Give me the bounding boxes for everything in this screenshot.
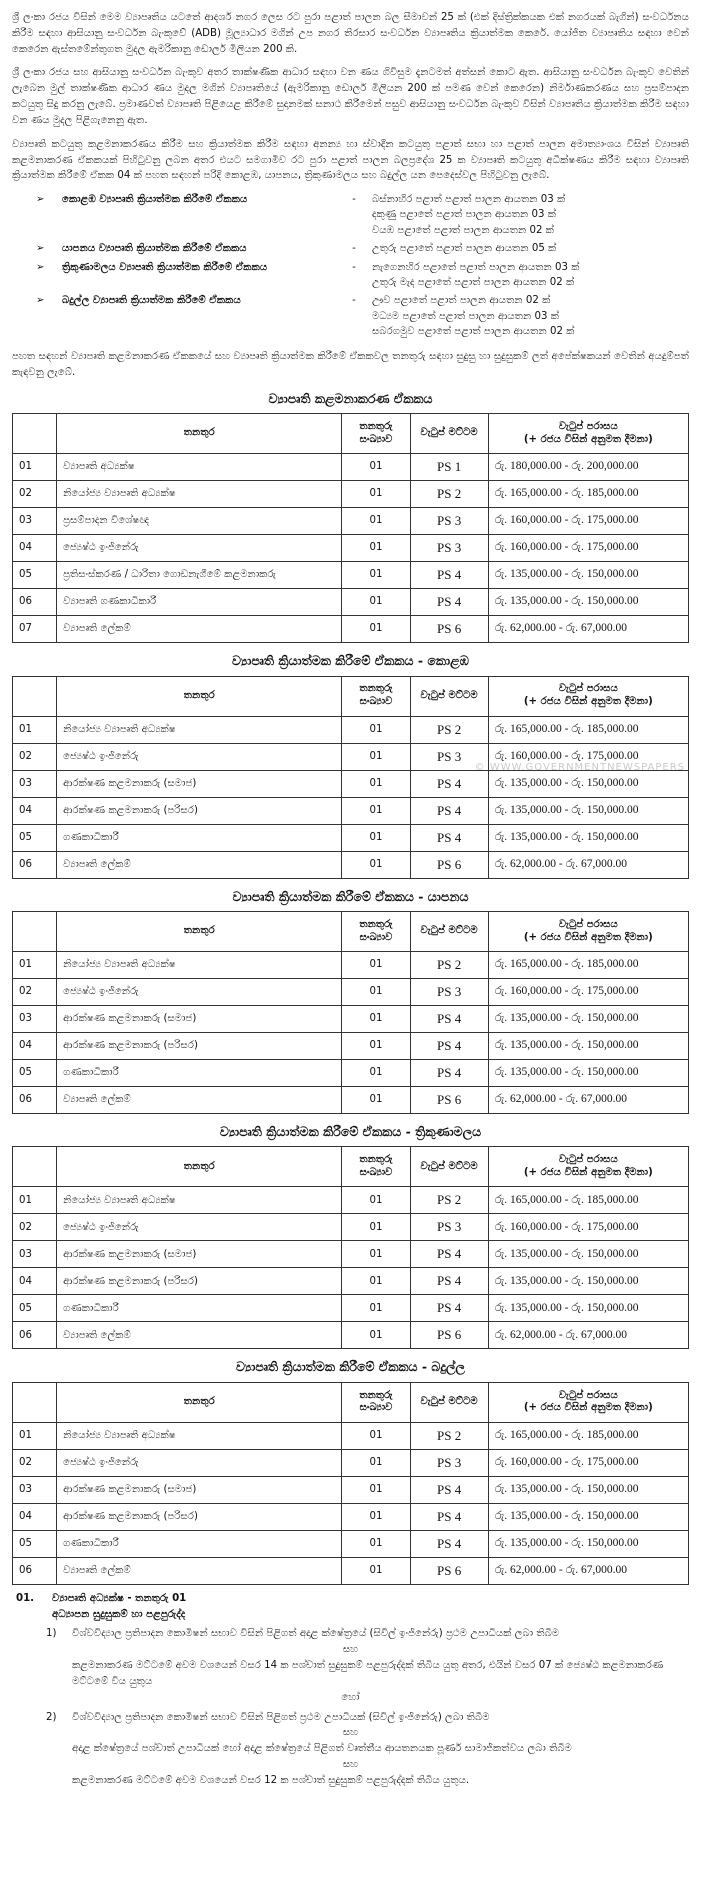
post-name: ජ්‍යෙෂ්ඨ ඉංජිනේරු [57, 1214, 342, 1241]
post-count: 01 [342, 1530, 410, 1557]
post-count: 01 [342, 1557, 410, 1584]
salary-scale: PS 4 [410, 1033, 488, 1060]
table-title: ව්‍යාපෘති ක්‍රියාත්මක කිරීමේ ඒකකය - ත්‍රිකුණාමලය [219, 1124, 482, 1140]
and-connector: සහ [342, 1727, 359, 1739]
header-salary [488, 414, 688, 454]
salary-range: රු. 165,000.00 - රු. 185,000.00 [488, 952, 688, 979]
row-number: 01 [13, 1187, 57, 1214]
table-title: ව්‍යාපෘති ක්‍රියාත්මක කිරීමේ ඒකකය - කොළඹ [232, 653, 469, 669]
salary-range: රු. 165,000.00 - රු. 185,000.00 [488, 1422, 688, 1449]
post-name: ජ්‍යෙෂ්ඨ ඉංජිනේරු [57, 1449, 342, 1476]
item-text: විශ්වවිද්‍යාල ප්‍රතිපාදන කොමිෂන් සභාව විසින් පිළිගත් අදාළ ක්ෂේත්‍රයේ (සිවිල් ඉංජිනේරු) ප්‍රථම උපාධියක් ලබා තිබීම [72, 1628, 560, 1640]
header-count: තනතුරු සංඛ්‍යාව [342, 1147, 410, 1187]
salary-scale: PS 4 [410, 1060, 488, 1087]
header-post: තනතුර [57, 414, 342, 454]
post-count: 01 [342, 1476, 410, 1503]
post-name: ගණකාධිකාරී [57, 1060, 342, 1087]
post-name: ජ්‍යෙෂ්ඨ ඉංජිනේරු [57, 979, 342, 1006]
post-count: 01 [342, 1422, 410, 1449]
salary-range: රු. 160,000.00 - රු. 175,000.00 [488, 508, 688, 535]
salary-range: රු. 135,000.00 - රු. 150,000.00 [488, 1295, 688, 1322]
office-line: දකුණු පළාතේ පළාත් පාලන ආයතන 03 ක් [372, 209, 556, 221]
header-scale: වැටුප් මට්ටම [410, 676, 488, 716]
watermark: © WWW.GOVERNMENTNEWSPAPERS [474, 761, 685, 773]
post-count: 01 [342, 1006, 410, 1033]
row-number: 06 [13, 589, 57, 616]
post-name: නියෝජ්‍ය ව්‍යාපෘති අධ්‍යක්ෂ [57, 716, 342, 743]
unit-name: ත්‍රිකුණාමලය ව්‍යාපෘති ක්‍රියාත්මක කිරීමේ ඒකකය [62, 261, 268, 273]
salary-scale: PS 4 [410, 589, 488, 616]
post-name: නියෝජ්‍ය ව්‍යාපෘති අධ්‍යක්ෂ [57, 1422, 342, 1449]
post-count: 01 [342, 1087, 410, 1114]
salary-scale: PS 4 [410, 797, 488, 824]
salary-scale: PS 3 [410, 743, 488, 770]
table-row [13, 1060, 689, 1087]
positions-table [12, 911, 689, 1114]
post-name: ව්‍යාපෘති ලේකම් [57, 616, 342, 643]
header-count: තනතුරු සංඛ්‍යාව [342, 676, 410, 716]
header-salary-line2: (+ රජය විසින් අනුමත දීමනා) [523, 1402, 653, 1414]
post-name: නියෝජ්‍ය ව්‍යාපෘති අධ්‍යක්ෂ [57, 952, 342, 979]
salary-scale: PS 6 [410, 851, 488, 878]
unit-list [12, 192, 689, 339]
salary-scale: PS 4 [410, 1503, 488, 1530]
post-name: ආරක්ෂණ කළමනාකරු (පරිසර) [57, 1033, 342, 1060]
arrow-bullet-icon: ➢ [36, 194, 45, 206]
salary-range: රු. 62,000.00 - රු. 67,000.00 [488, 1087, 688, 1114]
header-no [13, 912, 57, 952]
post-count: 01 [342, 1322, 410, 1349]
post-name: ආරක්ෂණ කළමනාකරු (පරිසර) [57, 797, 342, 824]
salary-range: රු. 62,000.00 - රු. 67,000.00 [488, 616, 688, 643]
salary-scale: PS 4 [410, 1530, 488, 1557]
item-text: විශ්වවිද්‍යාල ප්‍රතිපාදන කොමිෂන් සභාව විසින් පිළිගත් ප්‍රථම උපාධියක් (සිවිල් ඉංජිනේරු) ලබා තිබීම [72, 1711, 490, 1723]
row-number: 06 [13, 851, 57, 878]
post-name: ප්‍රසම්පාදන විශේෂඥ [57, 508, 342, 535]
header-no [13, 1382, 57, 1422]
qualification-item [12, 1626, 689, 1642]
unit-dash: - [352, 295, 356, 307]
table-title: ව්‍යාපෘති ක්‍රියාත්මක කිරීමේ ඒකකය - යාපනය [232, 888, 469, 904]
unit-name: බදුල්ල ව්‍යාපෘති ක්‍රියාත්මක කිරීමේ ඒකකය [62, 295, 241, 307]
table-title: ව්‍යාපෘති ක්‍රියාත්මක කිරීමේ ඒකකය - බදුල්ල [236, 1359, 465, 1375]
table-wrapper [12, 911, 689, 1114]
row-number: 04 [13, 1503, 57, 1530]
unit-name: කොළඹ ව්‍යාපෘති ක්‍රියාත්මක කිරීමේ ඒකකය [62, 194, 248, 206]
table-row [13, 508, 689, 535]
salary-scale: PS 3 [410, 979, 488, 1006]
salary-range: රු. 165,000.00 - රු. 185,000.00 [488, 1187, 688, 1214]
row-number: 03 [13, 770, 57, 797]
unit-item [12, 241, 689, 257]
arrow-bullet-icon: ➢ [36, 261, 45, 273]
row-number: 02 [13, 743, 57, 770]
salary-scale: PS 4 [410, 1241, 488, 1268]
post-name: ආරක්ෂණ කළමනාකරු (සමාජ) [57, 770, 342, 797]
row-number: 01 [13, 454, 57, 481]
row-number: 03 [13, 1476, 57, 1503]
table-row [13, 1241, 689, 1268]
table-row [13, 1322, 689, 1349]
salary-scale: PS 3 [410, 508, 488, 535]
table-row [13, 1503, 689, 1530]
salary-scale: PS 2 [410, 1422, 488, 1449]
table-row [13, 1476, 689, 1503]
row-number: 05 [13, 562, 57, 589]
salary-scale: PS 6 [410, 616, 488, 643]
salary-range: රු. 165,000.00 - රු. 185,000.00 [488, 481, 688, 508]
unit-name: යාපනය ව්‍යාපෘති ක්‍රියාත්මක කිරීමේ ඒකකය [62, 243, 247, 255]
header-post: තනතුර [57, 912, 342, 952]
header-no [13, 676, 57, 716]
salary-scale: PS 3 [410, 535, 488, 562]
office-line: බස්නාහිර පළාත් පළාත් පාලන ආයතන 03 ක් [372, 194, 566, 206]
post-name: ව්‍යාපෘති ලේකම් [57, 1087, 342, 1114]
office-line: වයඹ පළාතේ පළාත් පාලන ආයතන 02 ක් [372, 224, 554, 236]
row-number: 05 [13, 824, 57, 851]
office-line: උතුරු මැද පළාතේ පළාත් පාලන ආයතන 02 ක් [372, 277, 575, 289]
intro-paragraph-1: ශ්‍රී ලංකා රජය විසින් මෙම ව්‍යාපෘතිය යටතේ ආදර්ශ නගර ලෙස රට පුරා පළාත් පාලන බල සීමාවන් 25 ක් (එක් දිස්ත්‍රික්කයක එක් නගරයක් බැගින්) සංවර්ධනය කිරීම සඳහා ආසියානු සංවර්ධන බැංකුවේ (ADB) මූල්‍යාධාර මගින් උප නගර තිරසාර සංවර්ධන ව්‍යාපෘතිය ක්‍රියාත්මක කෙරේ. යෝජිත ව්‍යාපෘතිය සඳහා වෙන් කෙරෙන ඇස්තමේන්තුගත මුදල ඇමරිකානු ඩොලර් මිලියන 200 කි. [12, 12, 689, 55]
header-salary [488, 676, 688, 716]
unit-item [12, 260, 689, 291]
table-row [13, 616, 689, 643]
qualification-subtitle: අධ්‍යාපන සුදුසුකම් හා පළපුරුද්ද [52, 1608, 186, 1620]
table-header-row [13, 1147, 689, 1187]
unit-offices [372, 260, 689, 291]
qualifications-section [12, 1591, 689, 1789]
row-number: 01 [13, 716, 57, 743]
item-number: 2) [46, 1711, 57, 1723]
qualification-number: 01. [16, 1592, 35, 1604]
header-salary-line2: (+ රජය විසින් අනුමත දීමනා) [523, 433, 653, 445]
table-row [13, 1033, 689, 1060]
post-count: 01 [342, 1214, 410, 1241]
salary-scale: PS 4 [410, 770, 488, 797]
post-name: ආරක්ෂණ කළමනාකරු (පරිසර) [57, 1503, 342, 1530]
post-name: ආරක්ෂණ කළමනාකරු (සමාජ) [57, 1006, 342, 1033]
header-salary-line1: වැටුප් පරාසය [558, 1154, 618, 1166]
post-count: 01 [342, 1187, 410, 1214]
salary-range: රු. 135,000.00 - රු. 150,000.00 [488, 1476, 688, 1503]
post-count: 01 [342, 1060, 410, 1087]
row-number: 03 [13, 1241, 57, 1268]
header-no [13, 414, 57, 454]
salary-range: රු. 135,000.00 - රු. 150,000.00 [488, 1006, 688, 1033]
unit-dash: - [352, 243, 356, 255]
table-row [13, 454, 689, 481]
salary-range: රු. 62,000.00 - රු. 67,000.00 [488, 1322, 688, 1349]
salary-scale: PS 6 [410, 1557, 488, 1584]
post-count: 01 [342, 1503, 410, 1530]
salary-range: රු. 160,000.00 - රු. 175,000.00 [488, 1449, 688, 1476]
table-wrapper [12, 413, 689, 643]
table-row [13, 535, 689, 562]
table-row [13, 1530, 689, 1557]
unit-offices [372, 192, 689, 238]
post-name: ව්‍යාපෘති ලේකම් [57, 1322, 342, 1349]
row-number: 01 [13, 952, 57, 979]
salary-range: රු. 160,000.00 - රු. 175,000.00 [488, 535, 688, 562]
salary-scale: PS 4 [410, 1006, 488, 1033]
item-text: කළමනාකරණ මට්ටමේ අවම වශයෙන් වසර 12 ක පශ්චාත් සුදුසුකම් පළපුරුද්දක් තිබිය යුතුය. [72, 1774, 470, 1786]
unit-item [12, 192, 689, 238]
table-row [13, 1422, 689, 1449]
row-number: 03 [13, 508, 57, 535]
post-count: 01 [342, 454, 410, 481]
qualification-title: ව්‍යාපෘති අධ්‍යක්ෂ - තනතුරු 01 [52, 1592, 187, 1604]
row-number: 06 [13, 1557, 57, 1584]
post-name: ගණකාධිකාරී [57, 1530, 342, 1557]
row-number: 02 [13, 481, 57, 508]
header-count: තනතුරු සංඛ්‍යාව [342, 414, 410, 454]
office-line: මධ්‍යම පළාතේ පළාත් පාලන ආයතන 03 ක් [372, 310, 560, 322]
table-row [13, 1449, 689, 1476]
salary-range: රු. 160,000.00 - රු. 175,000.00 [488, 1214, 688, 1241]
salary-range: රු. 135,000.00 - රු. 150,000.00 [488, 1530, 688, 1557]
header-salary-line2: (+ රජය විසින් අනුමත දීමනා) [523, 931, 653, 943]
header-no [13, 1147, 57, 1187]
salary-range: රු. 135,000.00 - රු. 150,000.00 [488, 1060, 688, 1087]
post-count: 01 [342, 1295, 410, 1322]
salary-range: රු. 135,000.00 - රු. 150,000.00 [488, 562, 688, 589]
header-salary-line1: වැටුප් පරාසය [558, 683, 618, 695]
post-count: 01 [342, 1033, 410, 1060]
table-row [13, 1557, 689, 1584]
table-row [13, 824, 689, 851]
post-name: ව්‍යාපෘති ගණකාධිකාරී [57, 589, 342, 616]
unit-dash: - [352, 261, 356, 273]
row-number: 02 [13, 979, 57, 1006]
header-salary [488, 1147, 688, 1187]
positions-table [12, 413, 689, 643]
row-number: 02 [13, 1449, 57, 1476]
post-name: ප්‍රතිසංස්කරණ / ධාරිතා ගොඩනැගීමේ කළමනාකරු [57, 562, 342, 589]
post-count: 01 [342, 1241, 410, 1268]
row-number: 04 [13, 1268, 57, 1295]
table-row [13, 1087, 689, 1114]
header-post: තනතුර [57, 1382, 342, 1422]
header-salary [488, 912, 688, 952]
table-wrapper [12, 1382, 689, 1585]
salary-scale: PS 4 [410, 824, 488, 851]
item-text: කළමනාකරණ මට්ටමේ අවම වශයෙන් වසර 14 ක පශ්චාත් සුදුසුකම් පළපුරුද්දක් තිබිය යුතු අතර, එයින් වසර 07 ක් ජ්‍යෙෂ්ඨ කළමනාකරණ මට්ටමේ විය යුතුය [72, 1660, 664, 1687]
table-row [13, 716, 689, 743]
header-post: තනතුර [57, 1147, 342, 1187]
post-count: 01 [342, 589, 410, 616]
table-header-row [13, 912, 689, 952]
positions-table [12, 1146, 689, 1349]
salary-scale: PS 3 [410, 1449, 488, 1476]
unit-offices [372, 293, 689, 339]
salary-range: රු. 135,000.00 - රු. 150,000.00 [488, 824, 688, 851]
table-wrapper [12, 676, 689, 879]
table-row [13, 1006, 689, 1033]
table-row [13, 1295, 689, 1322]
header-count: තනතුරු සංඛ්‍යාව [342, 1382, 410, 1422]
post-count: 01 [342, 508, 410, 535]
table-row [13, 1214, 689, 1241]
intro [12, 10, 689, 184]
post-name: ව්‍යාපෘති ලේකම් [57, 851, 342, 878]
post-name: ව්‍යාපෘති ලේකම් [57, 1557, 342, 1584]
arrow-bullet-icon: ➢ [36, 295, 45, 307]
header-post: තනතුර [57, 676, 342, 716]
post-name: නියෝජ්‍ය ව්‍යාපෘති අධ්‍යක්ෂ [57, 481, 342, 508]
row-number: 05 [13, 1295, 57, 1322]
salary-range: රු. 135,000.00 - රු. 150,000.00 [488, 589, 688, 616]
salary-scale: PS 4 [410, 1476, 488, 1503]
positions-table [12, 676, 689, 879]
salary-scale: PS 6 [410, 1087, 488, 1114]
table-row [13, 589, 689, 616]
row-number: 01 [13, 1422, 57, 1449]
salary-scale: PS 4 [410, 1268, 488, 1295]
table-row [13, 851, 689, 878]
header-scale: වැටුප් මට්ටම [410, 912, 488, 952]
post-name: ගණකාධිකාරී [57, 1295, 342, 1322]
intro-paragraph-3: ව්‍යාපෘති කටයුතු කළමනාකරණය කිරීම සහ ක්‍රියාත්මක කිරීම සඳහා අනන්‍ය හා ස්වාදීන කටයුතු පළාත් සභා හා පළාත් පාලන අමාත්‍යාංශය විසින් ව්‍යාපෘති කළමනාකරණ ඒකකයක් පිහිටුවනු ලබන අතර එයට සමගාමීව රට පුරා පළාත් පාලන බලප්‍රදේශ 25 ක ව්‍යාපෘති කටයුතු අධීක්ෂණය කිරීම සඳහා ව්‍යාපෘති ක්‍රියාත්මක කිරීමේ ඒකක 04 ක් පහත සඳහන් පරිදි කොළඹ, යාපනය, ත්‍රිකුණාමලය සහ බදුල්ල යන පෙදෙස්වල පිහිටුවනු ලැබේ. [12, 138, 689, 182]
table-row [13, 952, 689, 979]
table-header-row [13, 676, 689, 716]
or-connector: හෝ [341, 1691, 360, 1703]
post-name: ජ්‍යෙෂ්ඨ ඉංජිනේරු [57, 743, 342, 770]
office-line: උතුරු පළාතේ පළාත් පාලන ආයතන 05 ක් [372, 243, 557, 255]
row-number: 03 [13, 1006, 57, 1033]
post-count: 01 [342, 1449, 410, 1476]
salary-scale: PS 6 [410, 1322, 488, 1349]
item-number: 1) [46, 1628, 57, 1640]
post-count: 01 [342, 1268, 410, 1295]
intro-paragraph-2: ශ්‍රී ලංකා රජය සහ ආසියානු සංවර්ධන බැංකුව අතර තාක්ෂණික ආධාර සඳහා වන ණය ගිවිසුම දැනටමත් අත්සන් කොට ඇත. ආසියානු සංවර්ධන බැංකුව වෙතින් ලැබෙන මුල් තාක්ෂණික ආධාර ණය මුදල මගින් ව්‍යාපෘතියේ (ඇමරිකානු ඩොලර් මිලියන 200 ක් පමණ වෙන් කෙරෙන) නිර්මාණකරණය සහ ප්‍රසම්පාදන කටයුතු සිදු කරනු ලැබේ. ප්‍රමාණවත් ව්‍යාපෘති පිළියෙළ කිරීමේ සුදානමක් සනාථ කිරීමෙන් පසුව ආසියානු සංවර්ධන බැංකුව විසින් ව්‍යාපෘතිය ක්‍රියාත්මක කිරීම සඳහා වන ණය මුදල පිළිගැනෙනු ඇත. [12, 67, 689, 126]
salary-scale: PS 4 [410, 562, 488, 589]
salary-range: රු. 135,000.00 - රු. 150,000.00 [488, 770, 688, 797]
row-number: 04 [13, 797, 57, 824]
row-number: 05 [13, 1060, 57, 1087]
salary-range: රු. 135,000.00 - රු. 150,000.00 [488, 1033, 688, 1060]
office-line: නැගෙනහිර පළාතේ පළාත් පාලන ආයතන 03 ක් [372, 261, 580, 273]
table-header-row [13, 1382, 689, 1422]
table-wrapper [12, 1146, 689, 1349]
salary-range: රු. 135,000.00 - රු. 150,000.00 [488, 797, 688, 824]
unit-item [12, 293, 689, 339]
header-salary-line2: (+ රජය විසින් අනුමත දීමනා) [523, 696, 653, 708]
row-number: 06 [13, 1322, 57, 1349]
post-count: 01 [342, 770, 410, 797]
header-scale: වැටුප් මට්ටම [410, 1147, 488, 1187]
row-number: 07 [13, 616, 57, 643]
unit-offices [372, 241, 689, 256]
post-count: 01 [342, 716, 410, 743]
salary-range: රු. 135,000.00 - රු. 150,000.00 [488, 1268, 688, 1295]
lead-paragraph: පහත සඳහන් ව්‍යාපෘති කළමනාකරණ ඒකකයේ සහ ව්‍යාපෘති ක්‍රියාත්මක කිරීමේ ඒකකවල තනතුරු සඳහා සුදුසු හා සුදුසුකම් ලත් අපේක්ෂකයන් වෙතින් අයදුම්පත් කැඳවනු ලැබේ. [12, 351, 689, 379]
arrow-bullet-icon: ➢ [36, 243, 45, 255]
table-header-row [13, 414, 689, 454]
post-count: 01 [342, 824, 410, 851]
header-count: තනතුරු සංඛ්‍යාව [342, 912, 410, 952]
header-salary-line1: වැටුප් පරාසය [558, 918, 618, 930]
salary-range: රු. 180,000.00 - රු. 200,000.00 [488, 454, 688, 481]
salary-scale: PS 2 [410, 952, 488, 979]
salary-range: රු. 62,000.00 - රු. 67,000.00 [488, 851, 688, 878]
post-count: 01 [342, 743, 410, 770]
salary-scale: PS 1 [410, 454, 488, 481]
header-salary-line1: වැටුප් පරාසය [558, 421, 618, 433]
header-salary-line2: (+ රජය විසින් අනුමත දීමනා) [523, 1166, 653, 1178]
salary-scale: PS 2 [410, 481, 488, 508]
salary-range: රු. 62,000.00 - රු. 67,000.00 [488, 1557, 688, 1584]
post-name: ව්‍යාපෘති අධ්‍යක්ෂ [57, 454, 342, 481]
salary-range: රු. 165,000.00 - රු. 185,000.00 [488, 716, 688, 743]
header-scale: වැටුප් මට්ටම [410, 414, 488, 454]
table-row [13, 562, 689, 589]
qualification-item [12, 1710, 689, 1726]
post-name: ආරක්ෂණ කළමනාකරු (සමාජ) [57, 1476, 342, 1503]
post-count: 01 [342, 562, 410, 589]
post-count: 01 [342, 616, 410, 643]
post-count: 01 [342, 481, 410, 508]
table-title: ව්‍යාපෘති කළමනාකරණ ඒකකය [268, 390, 433, 406]
post-count: 01 [342, 851, 410, 878]
salary-scale: PS 4 [410, 1295, 488, 1322]
header-scale: වැටුප් මට්ටම [410, 1382, 488, 1422]
salary-range: රු. 160,000.00 - රු. 175,000.00 [488, 979, 688, 1006]
salary-scale: PS 3 [410, 1214, 488, 1241]
table-row [13, 979, 689, 1006]
row-number: 02 [13, 1214, 57, 1241]
header-salary [488, 1382, 688, 1422]
row-number: 05 [13, 1530, 57, 1557]
and-connector: සහ [342, 1644, 359, 1656]
table-row [13, 797, 689, 824]
table-row [13, 481, 689, 508]
post-count: 01 [342, 979, 410, 1006]
post-count: 01 [342, 535, 410, 562]
post-count: 01 [342, 952, 410, 979]
positions-table [12, 1382, 689, 1585]
salary-range: රු. 135,000.00 - රු. 150,000.00 [488, 1241, 688, 1268]
row-number: 04 [13, 535, 57, 562]
post-name: නියෝජ්‍ය ව්‍යාපෘති අධ්‍යක්ෂ [57, 1187, 342, 1214]
office-line: සබරගමුව පළාතේ පළාත් පාලන ආයතන 02 ක් [372, 326, 575, 338]
post-name: ආරක්ෂණ කළමනාකරු (පරිසර) [57, 1268, 342, 1295]
unit-dash: - [352, 194, 356, 206]
salary-scale: PS 2 [410, 1187, 488, 1214]
salary-range: රු. 135,000.00 - රු. 150,000.00 [488, 1503, 688, 1530]
qualification-heading [12, 1591, 689, 1607]
header-salary-line1: වැටුප් පරාසය [558, 1389, 618, 1401]
row-number: 06 [13, 1087, 57, 1114]
row-number: 04 [13, 1033, 57, 1060]
post-name: ජ්‍යෙෂ්ඨ ඉංජිනේරු [57, 535, 342, 562]
post-count: 01 [342, 797, 410, 824]
post-name: ගණකාධිකාරී [57, 824, 342, 851]
positions-tables [12, 389, 689, 1585]
office-line: ඌව පළාතේ පළාත් පාලන ආයතන 02 ක් [372, 295, 551, 307]
salary-scale: PS 2 [410, 716, 488, 743]
salary-range: රු. 160,000.00 - රු. 175,000.00 [488, 743, 688, 770]
and-connector: සහ [342, 1758, 359, 1770]
item-text: අදාළ ක්ෂේත්‍රයේ පශ්චාත් උපාධියක් හෝ අදාළ ක්ෂේත්‍රයේ පිළිගත් වෘත්තීය ආයතනයක පූර්ණ සාමාජිකත්වය ලබා තිබීම [72, 1743, 572, 1755]
table-row [13, 1268, 689, 1295]
table-row [13, 1187, 689, 1214]
post-name: ආරක්ෂණ කළමනාකරු (සමාජ) [57, 1241, 342, 1268]
